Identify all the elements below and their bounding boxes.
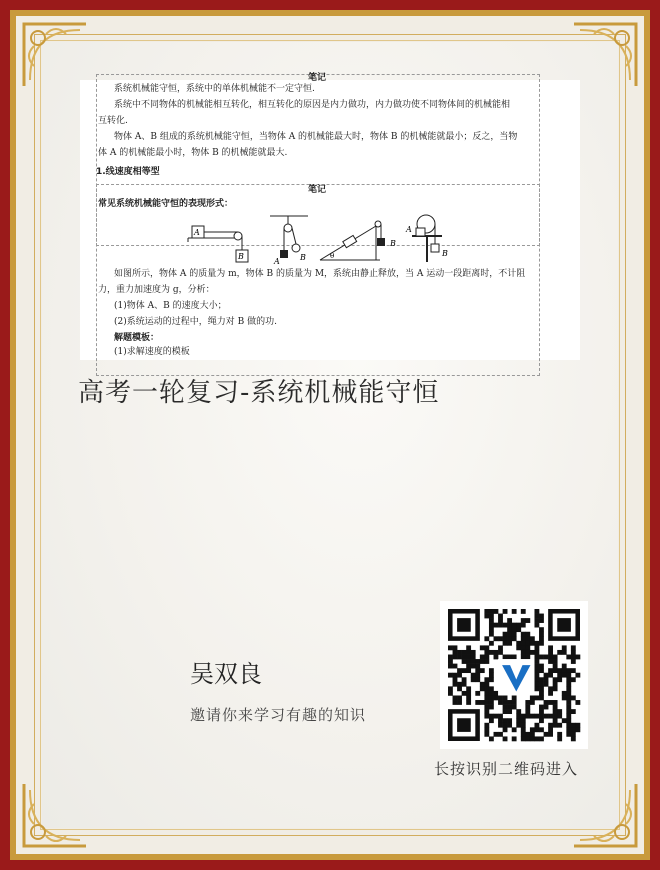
author-name: 吴双良 (190, 660, 262, 688)
problem-line: (1)物体 A、B 的速度大小； (114, 301, 227, 311)
template-heading: 解题模板： (114, 333, 160, 343)
diagram-label-theta: θ (330, 252, 335, 260)
section-title: 1.线速度相等型 (96, 167, 160, 177)
diagram-label-a: A (274, 257, 280, 266)
diagram-label-b: B (442, 249, 448, 258)
notes-heading: 笔记 (308, 73, 327, 83)
diagram-label-a: A (406, 225, 412, 234)
notes-line: 互转化. (98, 116, 128, 126)
problem-line: 力，重力加速度为 g，分析： (98, 285, 215, 295)
corner-ornament-icon (570, 20, 640, 90)
notes-line: 系统机械能守恒，系统中的单体机械能不一定守恒. (114, 84, 315, 94)
diagram-label-b: B (300, 253, 306, 262)
template-item: (1)求解速度的模板 (114, 347, 190, 357)
notes-heading: 笔记 (308, 185, 327, 195)
diagram-label-b: B (238, 252, 244, 261)
problem-line: 如图所示，物体 A 的质量为 m，物体 B 的质量为 M，系统由静止释放，当 A 运动一段距离时，不计阻 (114, 269, 526, 279)
mechanics-diagrams (180, 212, 460, 268)
notes-line: 体 A 的机械能最小时，物体 B 的机械能就最大. (98, 148, 288, 158)
qr-caption: 长按识别二维码进入 (434, 760, 579, 778)
notes-line: 系统中不同物体的机械能相互转化，相互转化的原因是内力做功，内力做功使不同物体间的机械能相 (114, 100, 511, 110)
diagram-label-b: B (390, 239, 396, 248)
corner-ornament-icon (20, 780, 90, 850)
notes-line: 物体 A、B 组成的系统机械能守恒，当物体 A 的机械能最大时，物体 B 的机械能就最小；反之，当物 (114, 132, 518, 142)
problem-line: (2)系统运动的过程中，绳力对 B 做的功. (114, 317, 277, 327)
document-preview[interactable] (80, 73, 580, 360)
diagram-label-a: A (194, 228, 200, 237)
tagline: 邀请你来学习有趣的知识 (190, 706, 367, 724)
qr-code[interactable] (440, 601, 588, 749)
corner-ornament-icon (570, 780, 640, 850)
qr-code-icon (440, 601, 588, 749)
page-title: 高考一轮复习-系统机械能守恒 (78, 378, 440, 408)
notes-subtitle: 常见系统机械能守恒的表现形式： (98, 199, 234, 209)
